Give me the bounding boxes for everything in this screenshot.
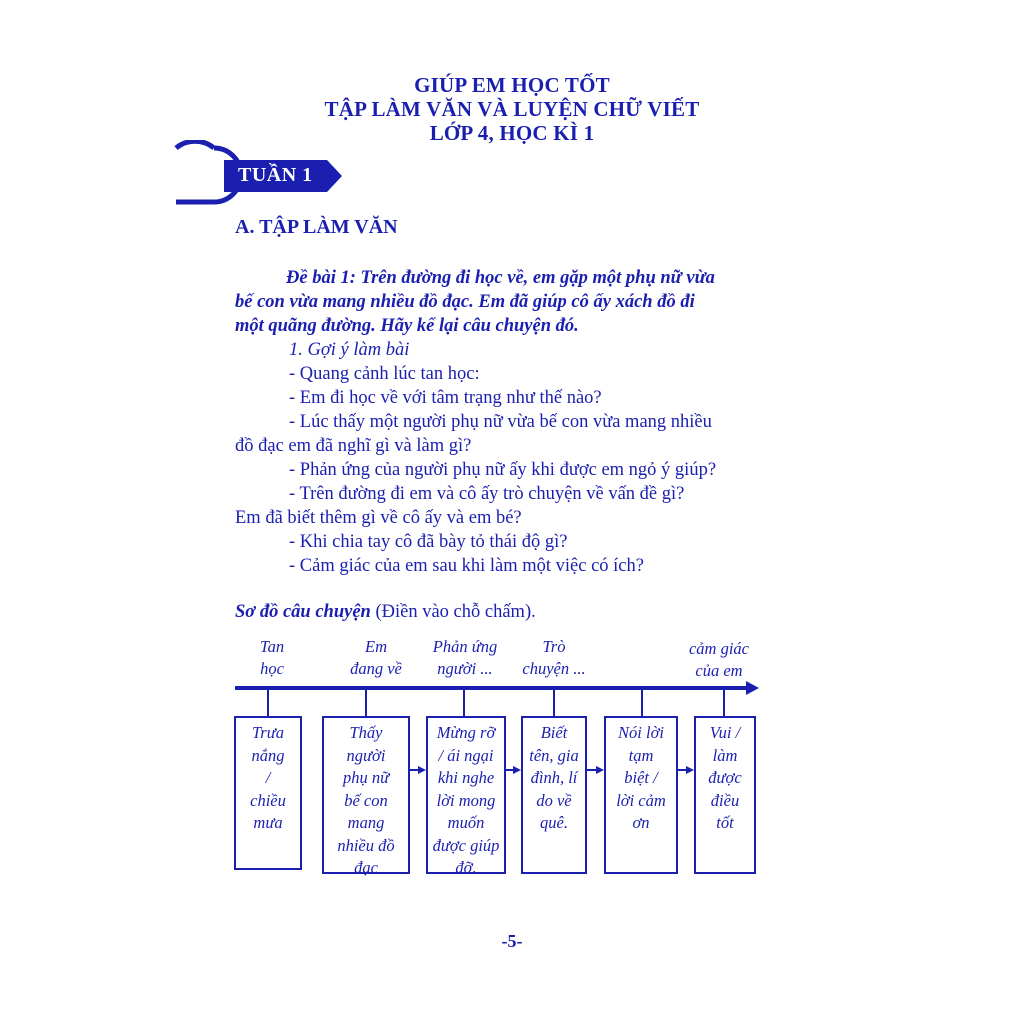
hint-line: đồ đạc em đã nghĩ gì và làm gì? (235, 436, 472, 456)
box-arrowhead (513, 766, 521, 774)
hints-heading: 1. Gợi ý làm bài (289, 340, 410, 360)
story-box: Vui / làm được điều tốt (694, 716, 756, 874)
story-box: Biết tên, gia đình, lí do về quê. (521, 716, 587, 874)
hint-line: - Phản ứng của người phụ nữ ấy khi được em ngỏ ý giúp? (289, 460, 717, 480)
week-label: TUẦN 1 (238, 164, 313, 186)
story-box: Thấy người phụ nữ bế con mang nhiều đồ đạc (322, 716, 410, 874)
timeline-label: cảm giác của em (688, 639, 750, 680)
grade-semester: LỚP 4, HỌC KÌ 1 (429, 121, 595, 145)
timeline-label: Phản ứng người ... (432, 637, 498, 678)
box-arrowhead (418, 766, 426, 774)
box-arrowhead (596, 766, 604, 774)
book-title: GIÚP EM HỌC TỐT (414, 73, 610, 97)
hint-line: - Lúc thấy một người phụ nữ vừa bế con vừa mang nhiều (289, 412, 712, 432)
section-heading: A. TẬP LÀM VĂN (235, 216, 398, 238)
hint-line: - Khi chia tay cô đã bày tỏ thái độ gì? (289, 532, 568, 552)
story-box: Trưa nắng / chiều mưa (234, 716, 302, 870)
assignment-line: bế con vừa mang nhiều đồ đạc. Em đã giúp cô ấy xách đồ đi (235, 292, 695, 312)
page-number: -5- (501, 931, 523, 951)
story-box: Mừng rỡ / ái ngại khi nghe lời mong muốn được giúp đỡ. (426, 716, 506, 874)
timeline-label: Tan học (259, 637, 285, 678)
timeline-arrowhead (746, 681, 759, 695)
hint-line: - Cảm giác của em sau khi làm một việc có ích? (289, 556, 644, 576)
hint-line: - Em đi học về với tâm trạng như thế nào? (289, 388, 602, 408)
assignment-line: một quãng đường. Hãy kể lại câu chuyện đó. (235, 316, 579, 336)
timeline-label: Trò chuyện ... (522, 637, 586, 678)
box-arrowhead (686, 766, 694, 774)
hint-line: Em đã biết thêm gì về cô ấy và em bé? (235, 508, 522, 528)
hint-line: - Quang cảnh lúc tan học: (289, 364, 480, 384)
book-subtitle: TẬP LÀM VĂN VÀ LUYỆN CHỮ VIẾT (324, 97, 700, 121)
timeline-label: Em đang về (350, 637, 402, 678)
story-box: Nói lời tạm biệt / lời cảm ơn (604, 716, 678, 874)
diagram-heading-rest: (Điền vào chỗ chấm). (370, 602, 536, 622)
assignment-line: Đề bài 1: Trên đường đi học về, em gặp một phụ nữ vừa (286, 268, 715, 288)
hint-line: - Trên đường đi em và cô ấy trò chuyện về vấn đề gì? (289, 484, 685, 504)
diagram-heading-bold: Sơ đồ câu chuyện (235, 602, 371, 622)
